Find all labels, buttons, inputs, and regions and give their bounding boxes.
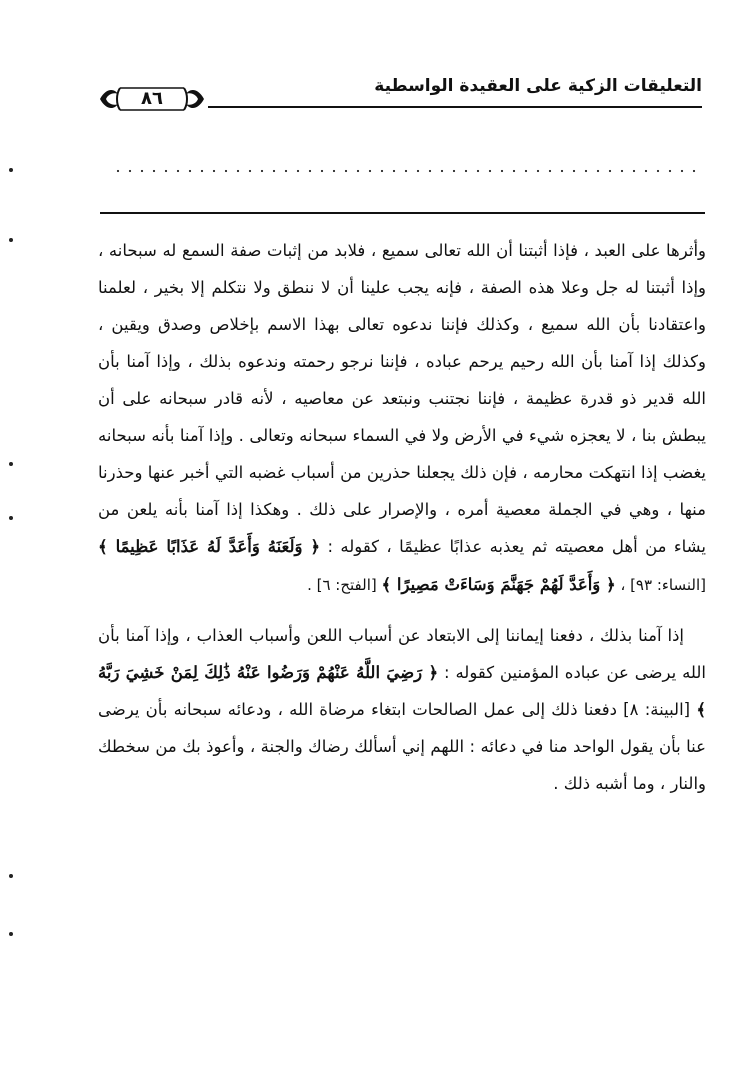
page-number-ornament [96, 84, 208, 114]
margin-mark [9, 932, 13, 936]
section-rule [100, 212, 705, 214]
text-run: وأثرها على العبد ، فإذا أثبتنا أن الله تعالى سميع ، فلابد من إثبات صفة السمع له سبحانه ، وإذا أثبتنا له جل وعلا هذه الصفة ، فإنه يجب علينا أن لا ننطق ولا نتكلم إلا بخير ، لعلمنا واعتقادنا بأن الله سميع ، وكذلك فإننا ندعوه تعالى بهذا الاسم بإخلاص وصدق ويقين ، وكذلك إذا آمنا بأن الله رحيم يرحم عباده ، فإننا نرجو رحمته وندعوه بذلك ، وإذا آمنا بأن الله قدير ذو قدرة عظيمة ، فإننا نجتنب ونبتعد عن معاصيه ، لأنه قادر سبحانه على أن يبطش بنا ، لا يعجزه شيء في الأرض ولا في السماء سبحانه وتعالى . وإذا آمنا بأنه سبحانه يغضب إذا انتهكت محارمه ، فإن ذلك يجعلنا حذرين من أسباب غضبه التي أخبر عنها وحذرنا منها ، وهي في الجملة معصية أمره ، والإصرار على ذلك . وهكذا إذا آمنا بأنه يلعن من يشاء من أهل معصيته ثم يعذبه عذابًا عظيمًا ، كقوله : [98, 241, 706, 556]
running-header [96, 70, 702, 120]
main-text [98, 232, 706, 802]
margin-mark [9, 874, 13, 878]
margin-mark [9, 238, 13, 242]
text-run: [البينة: ٨] دفعنا ذلك إلى عمل الصالحات ابتغاء مرضاة الله ، ودعائه سبحانه بأن يرضى عنا بأن يقول الواحد منا في دعائه : اللهم إني أسألك رضاك والجنة ، وأعوذ بك من سخطك والنار ، وما أشبه ذلك . [98, 700, 706, 793]
verse-reference: [النساء: ٩٣] ، [615, 576, 706, 594]
verse-reference: [الفتح: ٦] . [307, 576, 382, 594]
margin-mark [9, 462, 13, 466]
text-run: إذا آمنا بذلك ، دفعنا إيماننا إلى الابتعاد عن أسباب اللعن وأسباب العذاب ، وإذا آمنا بأن الله يرضى عن عباده المؤمنين كقوله : [98, 626, 706, 682]
book-title: التعليقات الزكية على العقيدة الواسطية [374, 76, 702, 96]
margin-mark [9, 516, 13, 520]
header-rule [208, 106, 702, 108]
paragraph [98, 617, 706, 802]
quran-verse: ﴿ رَضِيَ اللَّهُ عَنْهُمْ وَرَضُوا عَنْهُ ذَٰلِكَ لِمَنْ خَشِيَ رَبَّهُ ﴾ [98, 663, 706, 719]
page-number: ٨٦ [141, 88, 163, 109]
paragraph [98, 232, 706, 604]
quran-verse: ﴿ وَلَعَنَهُ وَأَعَدَّ لَهُ عَذَابًا عَظِيمًا ﴾ [98, 537, 321, 556]
dotted-separator [112, 166, 704, 176]
quran-verse: ﴿ وَأَعَدَّ لَهُمْ جَهَنَّمَ وَسَاءَتْ مَصِيرًا ﴾ [381, 575, 616, 594]
margin-mark [9, 168, 13, 172]
